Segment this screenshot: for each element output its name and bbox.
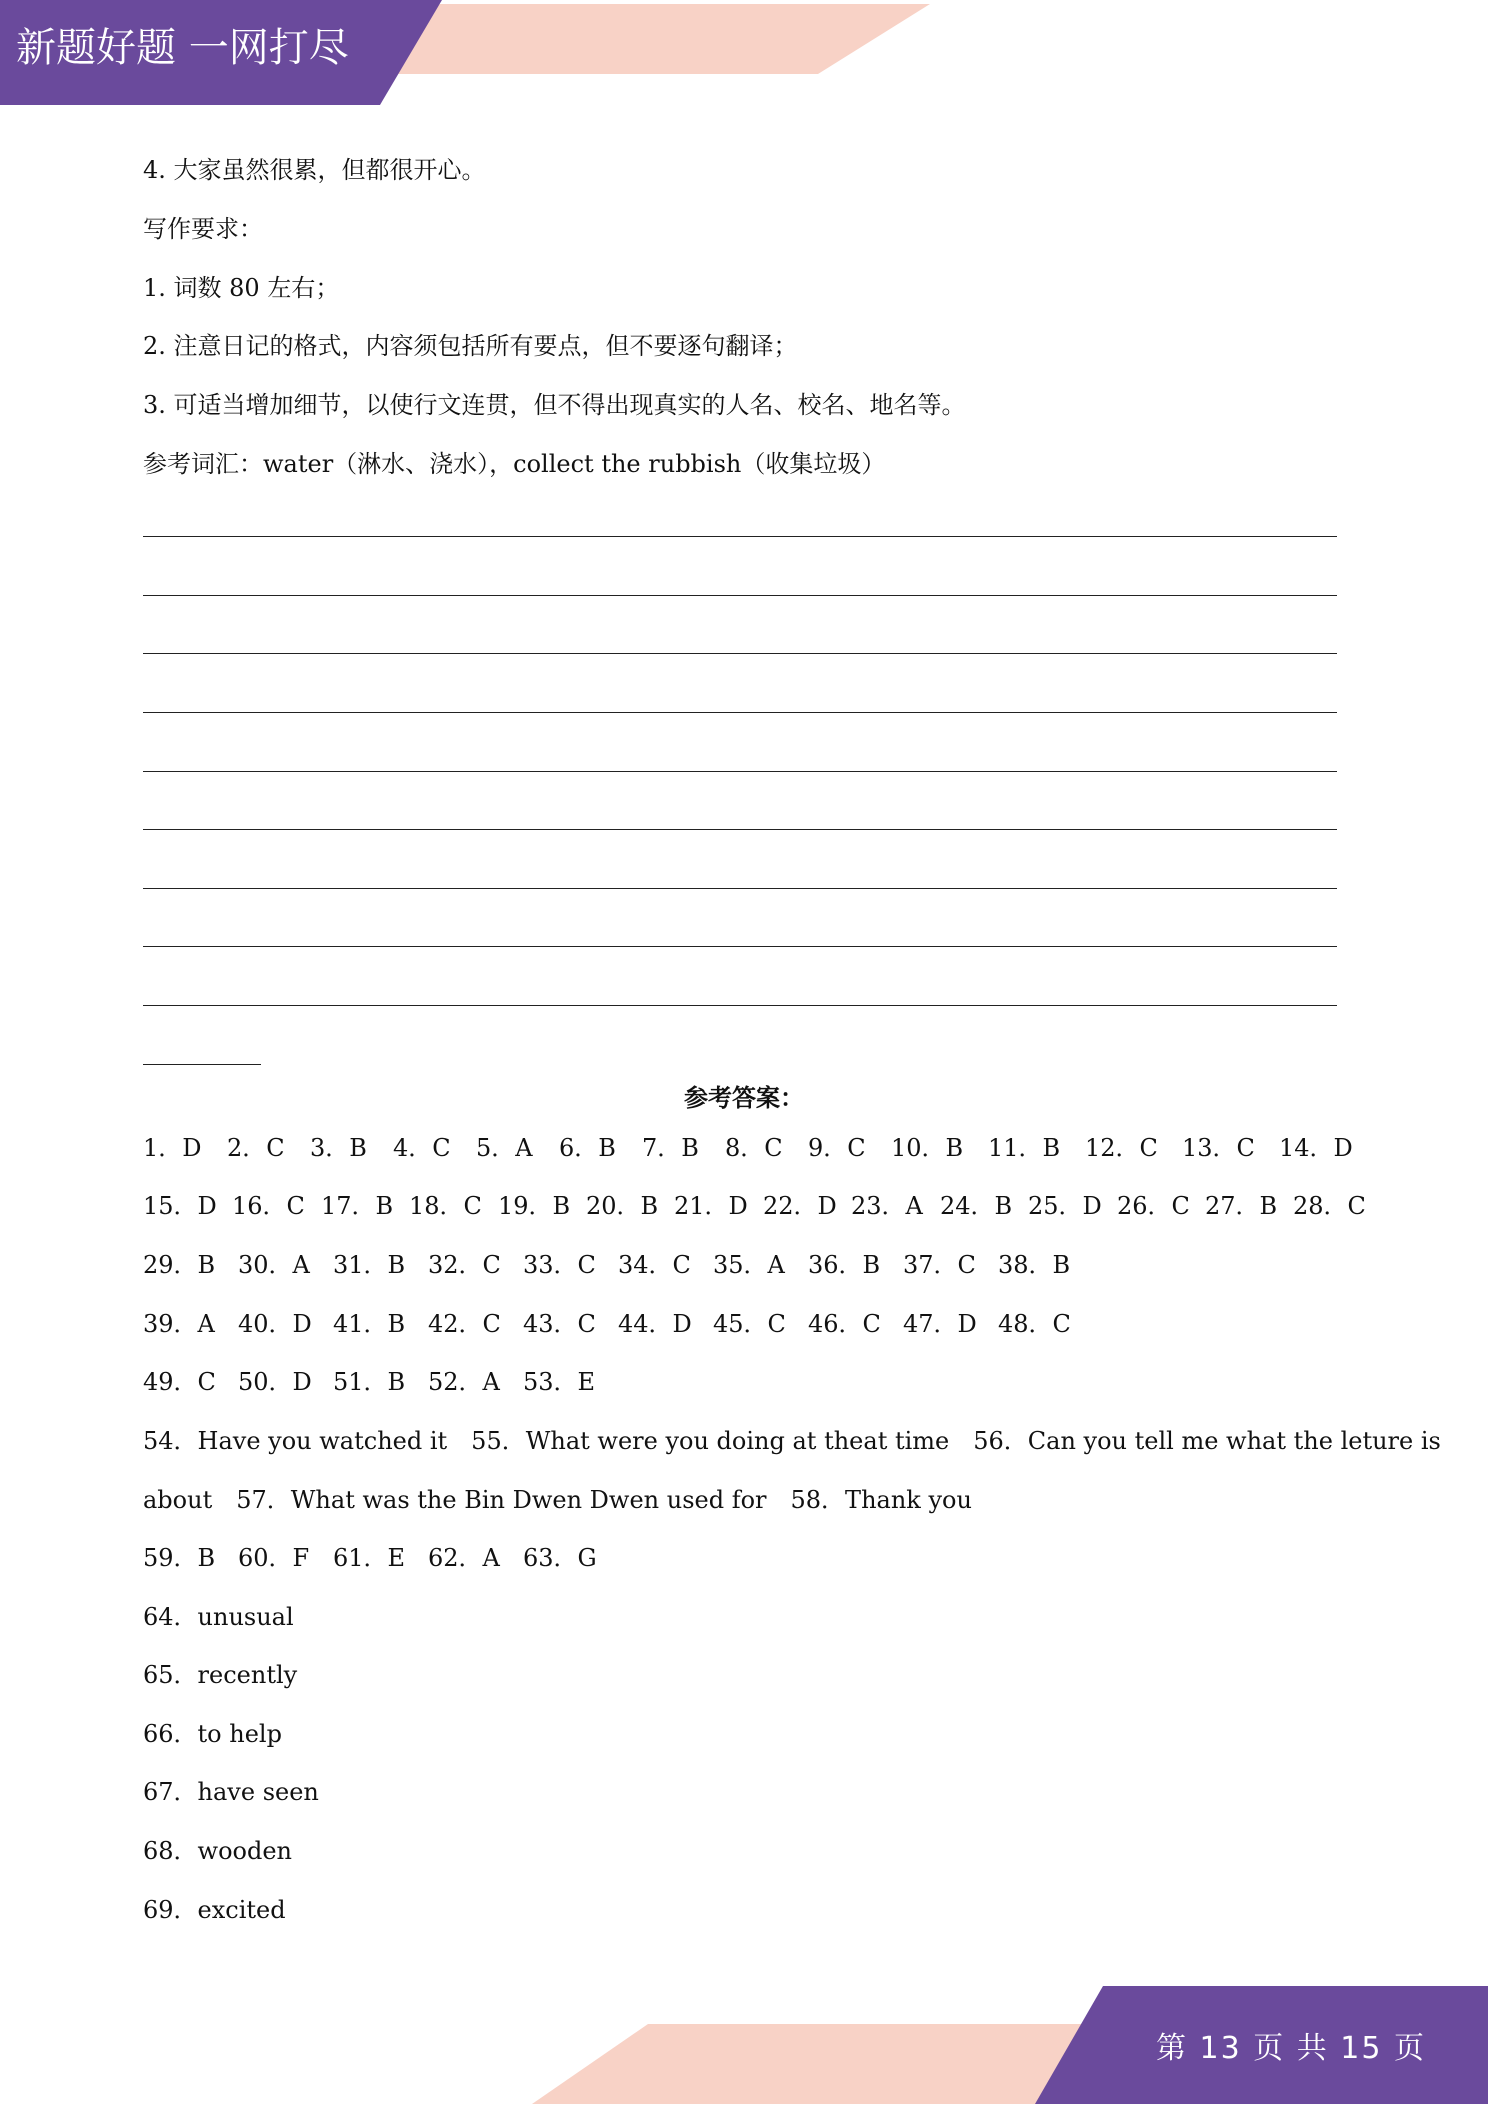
writing-line xyxy=(143,829,1337,830)
header-title: 新题好题 一网打尽 xyxy=(16,25,349,71)
answer-item: 39．A xyxy=(143,1310,215,1338)
answer-item: 21．D xyxy=(674,1192,748,1220)
answer-item: 28．C xyxy=(1293,1192,1366,1220)
answer-sentences-line-1: 54．Have you watched it 55．What were you doing at theat time 56．Can you tell me what the leture is xyxy=(143,1427,1441,1455)
answer-item: 44．D xyxy=(618,1310,692,1338)
answer-word: 65．recently xyxy=(143,1661,298,1689)
answer-word: 69．excited xyxy=(143,1896,286,1924)
answer-item: 41．B xyxy=(333,1310,406,1338)
answer-item: 12．C xyxy=(1085,1134,1158,1162)
requirement-3: 3. 可适当增加细节，以使行文连贯，但不得出现真实的人名、校名、地名等。 xyxy=(143,391,966,419)
writing-line xyxy=(143,595,1337,596)
answer-item: 15．D xyxy=(143,1192,217,1220)
answer-item: 40．D xyxy=(238,1310,312,1338)
answer-item: 30．A xyxy=(238,1251,310,1279)
header-peach-shape xyxy=(360,4,930,74)
answers-title: 参考答案： xyxy=(684,1083,804,1112)
requirements-heading: 写作要求： xyxy=(143,215,263,243)
answer-item: 7．B xyxy=(642,1134,699,1162)
answer-item: 5．A xyxy=(476,1134,533,1162)
answer-item: 11．B xyxy=(988,1134,1061,1162)
answer-item: 4．C xyxy=(393,1134,451,1162)
answer-word: 67．have seen xyxy=(143,1778,319,1806)
answer-item: 32．C xyxy=(428,1251,501,1279)
answer-item: 1．D xyxy=(143,1134,202,1162)
answer-item: 3．B xyxy=(310,1134,367,1162)
answer-item: 18．C xyxy=(409,1192,482,1220)
answer-item: 46．C xyxy=(808,1310,881,1338)
answer-item: 62．A xyxy=(428,1544,500,1572)
writing-line xyxy=(143,888,1337,889)
page-number: 第 13 页 共 15 页 xyxy=(1155,2031,1426,2066)
answer-item: 47．D xyxy=(903,1310,977,1338)
answer-item: 59．B xyxy=(143,1544,216,1572)
answer-item: 60．F xyxy=(238,1544,310,1572)
answer-item: 14．D xyxy=(1279,1134,1353,1162)
answer-item: 6．B xyxy=(559,1134,616,1162)
answer-item: 45．C xyxy=(713,1310,786,1338)
answer-item: 26．C xyxy=(1117,1192,1190,1220)
answer-item: 29．B xyxy=(143,1251,216,1279)
reference-vocabulary: 参考词汇：water（淋水、浇水），collect the rubbish（收集垃圾） xyxy=(143,450,886,478)
writing-line xyxy=(143,653,1337,654)
footer-peach-shape xyxy=(532,2024,1120,2104)
answer-word: 66．to help xyxy=(143,1720,282,1748)
requirement-1: 1. 词数 80 左右； xyxy=(143,274,340,302)
answer-word: 68．wooden xyxy=(143,1837,293,1865)
answer-item: 49．C xyxy=(143,1368,216,1396)
answer-item: 13．C xyxy=(1182,1134,1255,1162)
answer-item: 25．D xyxy=(1028,1192,1102,1220)
writing-line xyxy=(143,1005,1337,1006)
answer-item: 34．C xyxy=(618,1251,691,1279)
answer-word: 64．unusual xyxy=(143,1603,294,1631)
answer-item: 8．C xyxy=(725,1134,783,1162)
answer-item: 17．B xyxy=(321,1192,394,1220)
prompt-point-4: 4. 大家虽然很累，但都很开心。 xyxy=(143,156,486,184)
answer-item: 9．C xyxy=(808,1134,866,1162)
answer-item: 23．A xyxy=(851,1192,923,1220)
answer-item: 61．E xyxy=(333,1544,406,1572)
answer-item: 63．G xyxy=(523,1544,597,1572)
answer-item: 50．D xyxy=(238,1368,312,1396)
answer-item: 53．E xyxy=(523,1368,596,1396)
answer-item: 10．B xyxy=(891,1134,964,1162)
answer-item: 42．C xyxy=(428,1310,501,1338)
answer-item: 43．C xyxy=(523,1310,596,1338)
answer-item: 2．C xyxy=(227,1134,285,1162)
answer-item: 48．C xyxy=(998,1310,1071,1338)
answer-item: 24．B xyxy=(940,1192,1013,1220)
writing-line xyxy=(143,712,1337,713)
answer-item: 38．B xyxy=(998,1251,1071,1279)
answer-item: 36．B xyxy=(808,1251,881,1279)
writing-line xyxy=(143,771,1337,772)
answer-item: 16．C xyxy=(232,1192,305,1220)
answer-item: 31．B xyxy=(333,1251,406,1279)
writing-line-short xyxy=(143,1064,261,1065)
answer-item: 22．D xyxy=(763,1192,837,1220)
answer-item: 35．A xyxy=(713,1251,785,1279)
answer-item: 33．C xyxy=(523,1251,596,1279)
answer-item: 51．B xyxy=(333,1368,406,1396)
writing-line xyxy=(143,946,1337,947)
answer-item: 52．A xyxy=(428,1368,500,1396)
answer-sentences-line-2: about 57．What was the Bin Dwen Dwen used for 58．Thank you xyxy=(143,1486,972,1514)
answer-item: 19．B xyxy=(498,1192,571,1220)
writing-line xyxy=(143,536,1337,537)
answer-item: 37．C xyxy=(903,1251,976,1279)
answer-item: 27．B xyxy=(1205,1192,1278,1220)
requirement-2: 2. 注意日记的格式，内容须包括所有要点，但不要逐句翻译； xyxy=(143,332,798,360)
answer-item: 20．B xyxy=(586,1192,659,1220)
